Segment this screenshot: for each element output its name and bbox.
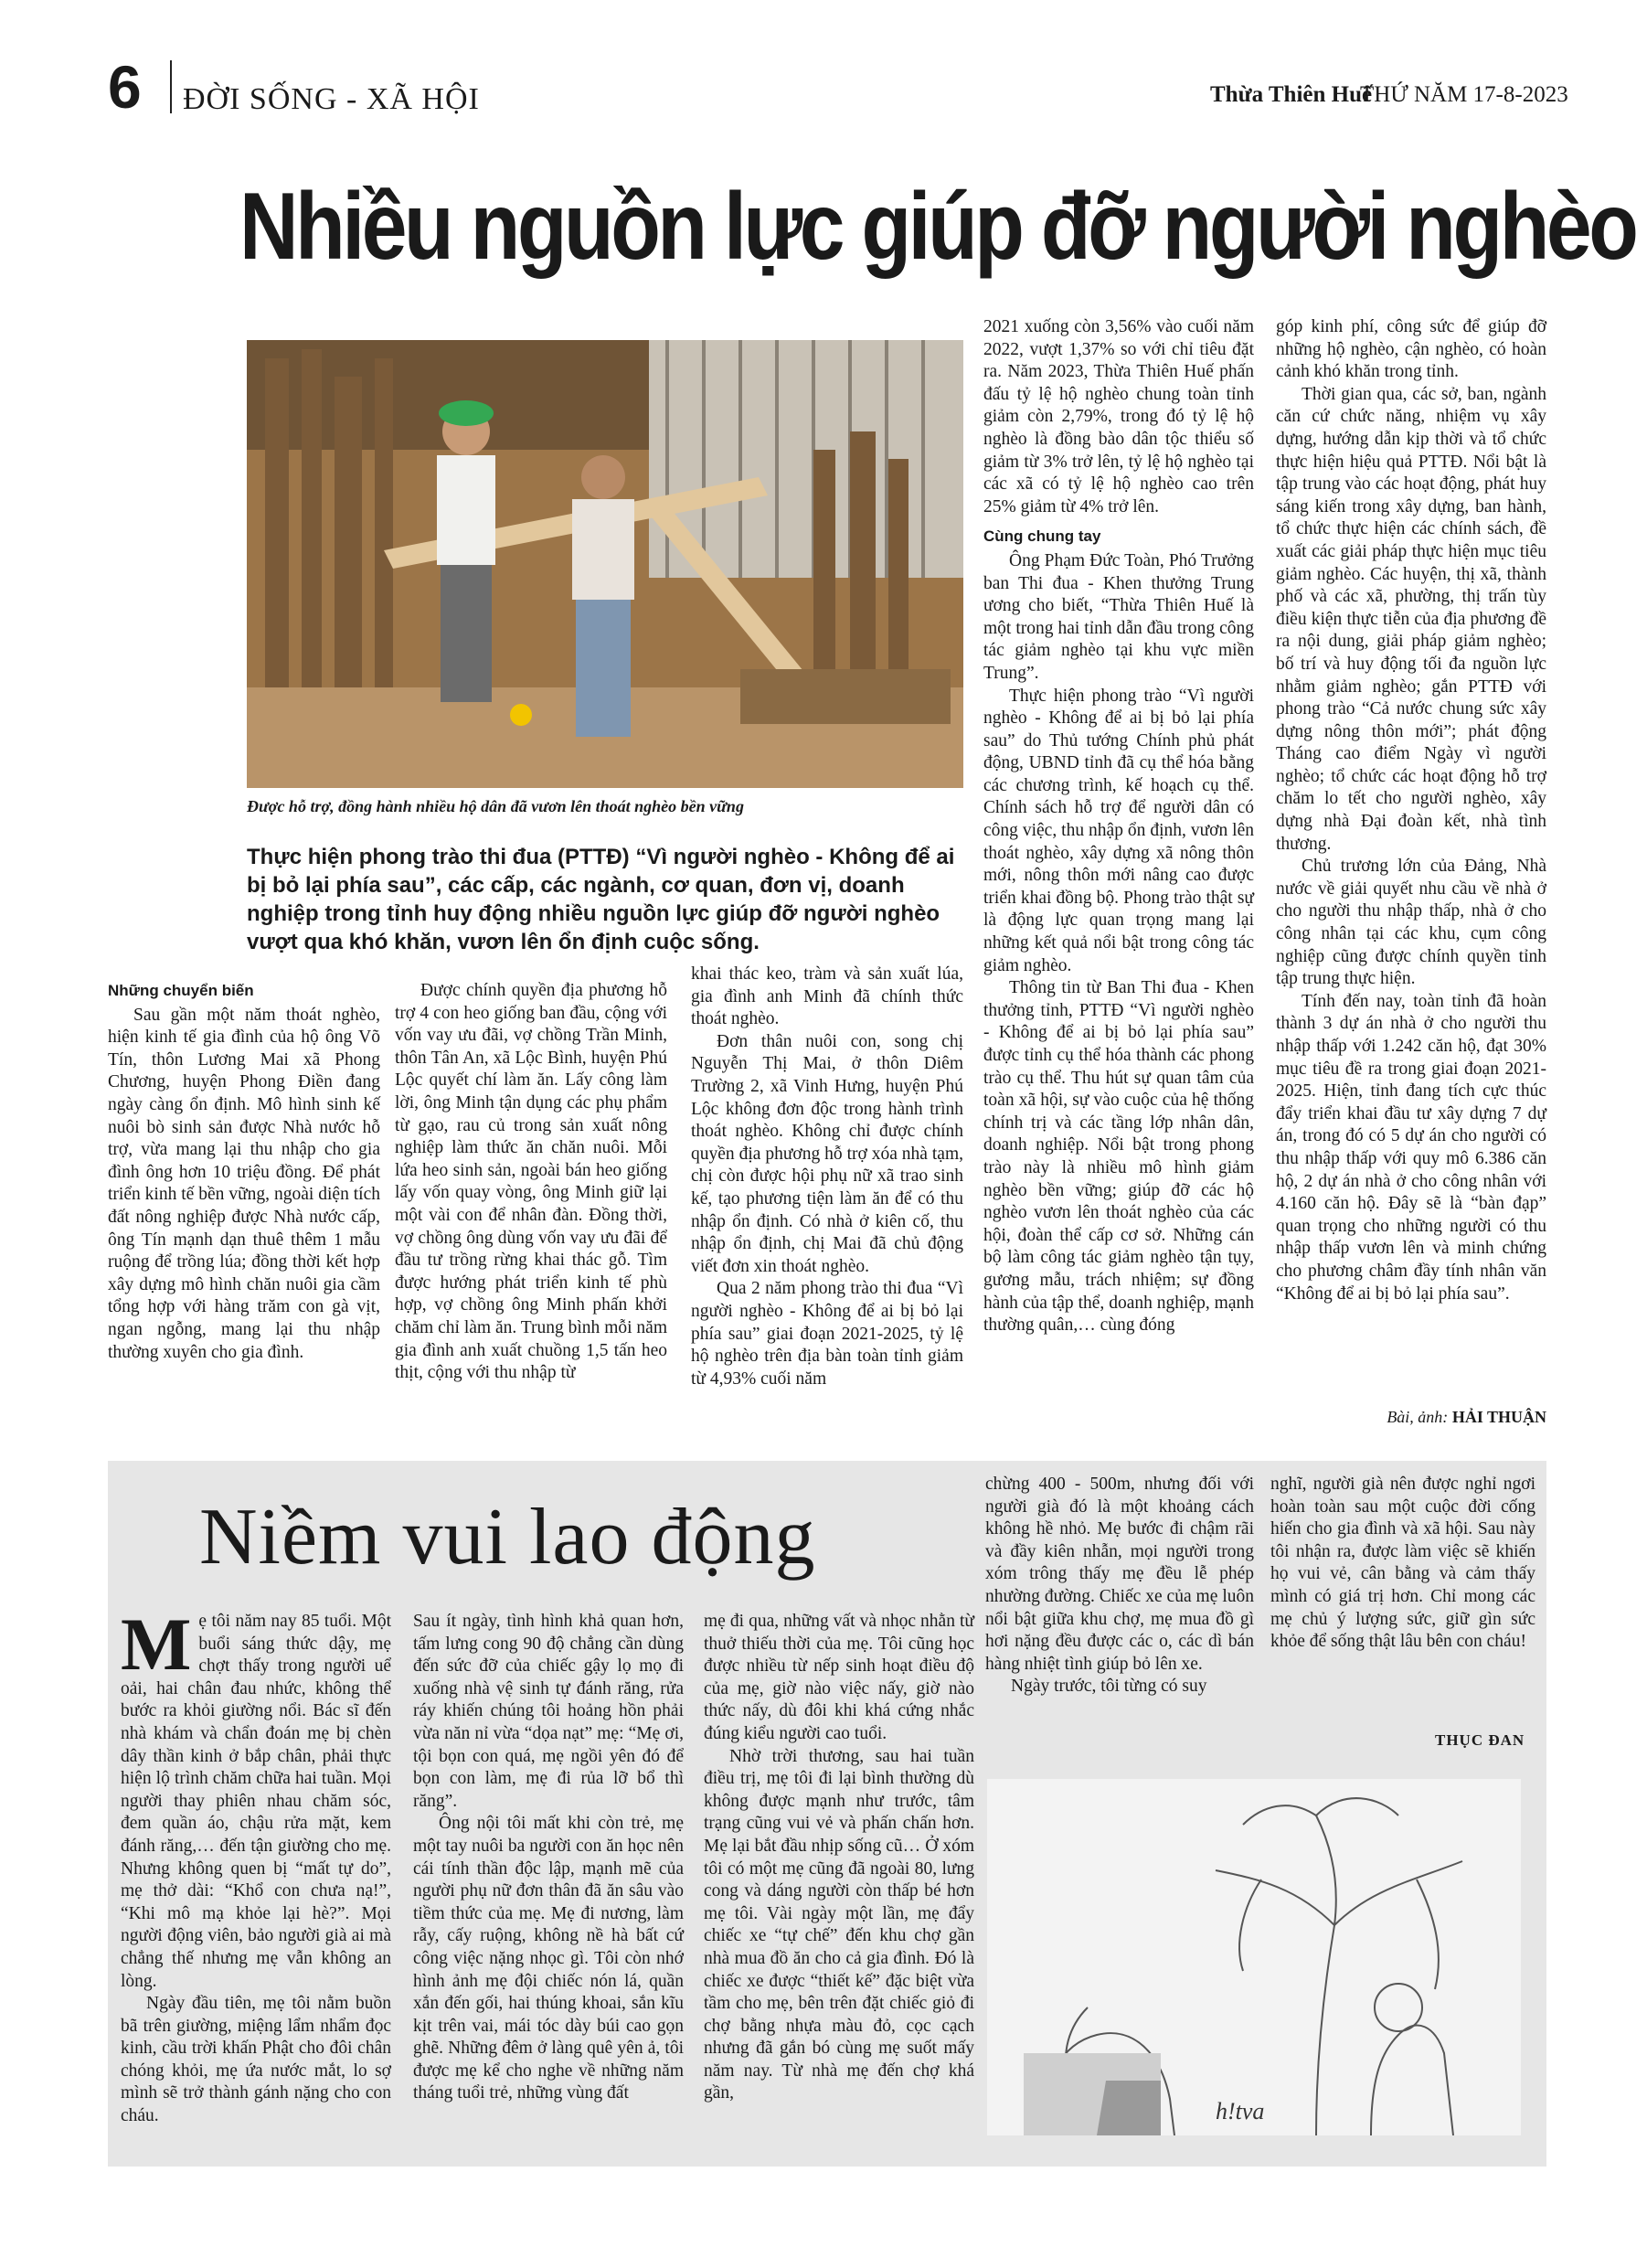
article2-column-3 (704, 1611, 974, 2105)
workshop-photo-illustration (247, 340, 963, 788)
paragraph: khai thác keo, tràm và sản xuất lúa, gia đình anh Minh đã chính thức thoát nghèo. (691, 964, 963, 1029)
article-lead: Thực hiện phong trào thi đua (PTTĐ) “Vì người nghèo - Không để ai bị bỏ lại phía sau”, các cấp, các ngành, cơ quan, đơn vị, doanh nghiệp trong tỉnh huy động nhiều nguồn lực giúp đỡ người nghèo vượt qua khó khăn, vươn lên ổn định cuộc sống. (247, 845, 955, 954)
article1-column-3 (691, 964, 963, 1390)
paragraph: Đơn thân nuôi con, song chị Nguyễn Thị Mai, ở thôn Diêm Trường 2, xã Vinh Hưng, huyện Phú Lộc không đơn độc trong hành trình thoát nghèo. Không chỉ được chính quyền địa phương hỗ trợ xóa nhà tạm, chị còn được hội phụ nữ xã trao sinh kế, tạo phương tiện làm ăn để có thu nhập ổn định. Có nhà ở kiên cố, thu nhập ổn định, chị Mai đã chủ động viết đơn xin thoát nghèo. (691, 1031, 963, 1276)
article-photo (247, 340, 963, 788)
paragraph: Qua 2 năm phong trào thi đua “Vì người nghèo - Không để ai bị bỏ lại phía sau” giai đoạn 2021-2025, tỷ lệ hộ nghèo trên địa bàn toàn tỉnh giảm từ 4,93% cuối năm (691, 1279, 963, 1389)
byline-prefix: Bài, ảnh: (1387, 1408, 1449, 1426)
feature-byline: THỤC ĐAN (1435, 1731, 1525, 1749)
article2-column-4 (985, 1474, 1254, 1698)
paragraph: Tính đến nay, toàn tỉnh đã hoàn thành 3 dự án nhà ở cho người thu nhập thấp với 1.242 căn hộ, đạt 30% mục tiêu đề ra trong giai đoạn 2021-2025. Hiện, tỉnh đang tích cực thúc đẩy triển khai đầu tư xây dựng 7 dự án, trong đó có 5 dự án cho người có thu nhập thấp với quy mô 6.386 căn hộ, 2 dự án nhà ở cho công nhân với 4.160 căn hộ. Đây sẽ là “bàn đạp” quan trọng cho những người có thu nhập thấp vươn lên và minh chứng cho phương châm đầy tính nhân văn “Không để ai bị bỏ lại phía sau”. (1276, 991, 1546, 1304)
paragraph: Được chính quyền địa phương hỗ trợ 4 con heo giống ban đầu, cộng với vốn vay ưu đãi, vợ chồng Trần Minh, thôn Tân An, xã Lộc Bình, huyện Phú Lộc quyết chí làm ăn. Lấy công làm lời, ông Minh tận dụng các phụ phẩm từ gạo, rau củ trong sản xuất nông nghiệp làm thức ăn chăn nuôi. Mỗi lứa heo sinh sản, ngoài bán heo giống lấy vốn quay vòng, ông Minh giữ lại một vài con để nhân đàn. Đồng thời, vợ chồng ông dùng vốn vay ưu đãi để đầu tư trồng rừng khai thác gỗ. Tìm được hướng phát triển kinh tế phù hợp, vợ chồng ông Minh phấn khởi chăm chỉ làm ăn. Trung bình mỗi năm gia đình anh xuất chuồng 1,5 tấn heo thịt, cộng với thu nhập từ (395, 981, 667, 1383)
section-name: ĐỜI SỐNG - XÃ HỘI (183, 82, 480, 116)
paragraph (121, 1603, 391, 1993)
feature-title: Niềm vui lao động (199, 1493, 816, 1581)
paragraph: Ngày trước, tôi từng có suy (1011, 1677, 1207, 1697)
paragraph: Sau ít ngày, tình hình khả quan hơn, tấm lưng cong 90 độ chẳng cần dùng đến sức đỡ của chiếc gậy lọ mọ đi xuống nhà vệ sinh tự đánh răng, rửa ráy khiến chúng tôi hoảng hồn phải vừa năn nỉ vừa “dọa nạt” mẹ: “Mẹ ơi, tội bọn con quá, mẹ ngồi yên đó để bọn con làm, mẹ đi rủa lỡ bổ thì răng”. (413, 1612, 684, 1811)
subheading: Những chuyển biến (108, 982, 254, 999)
article2-column-1 (121, 1603, 391, 2128)
article2-column-2 (413, 1611, 684, 2105)
paragraph: 2021 xuống còn 3,56% vào cuối năm 2022, vượt 1,37% so với chỉ tiêu đặt ra. Năm 2023, Thừa Thiên Huế phấn đấu tỷ lệ hộ nghèo chung toàn tỉnh giảm còn 2,79%, trong đó tỷ lệ hộ nghèo là đồng bào dân tộc thiểu số giảm từ 3% trở lên, tỷ lệ hộ nghèo tại các xã có tỷ lệ hộ nghèo cao trên 25% giảm từ 4% trở lên. (983, 317, 1254, 516)
paragraph: Ông nội tôi mất khi còn trẻ, mẹ một tay nuôi ba người con ăn học nên cái tính thần độc lập, mạnh mẽ của người phụ nữ đơn thân đã ăn sâu vào tiềm thức của mẹ. Mẹ đi nương, làm rẫy, cấy ruộng, không nề hà bất cứ công việc nặng nhọc gì. Tôi còn nhớ hình ảnh mẹ đội chiếc nón lá, quần xắn đến gối, hai thúng khoai, sắn kĩu kịt trên vai, mái tóc dày búi cao gọn ghẽ. Những đêm ở làng quê yên ả, tôi được mẹ kể cho nghe về những năm tháng tuổi trẻ, những vùng đất (413, 1814, 684, 2103)
article1-column-1 (108, 980, 380, 1364)
paragraph: Nhờ trời thương, sau hai tuần điều trị, mẹ tôi đi lại bình thường dù không được mạnh như trước, tâm trạng cũng vui vẻ và phấn chấn hơn. Mẹ lại bắt đầu nhịp sống cũ… Ở xóm tôi có một mẹ cũng đã ngoài 80, lưng cong và dáng người còn thấp bé hơn mẹ tôi. Vài ngày một lần, mẹ đẩy chiếc xe “tự chế” đến khu chợ gần nhà mua đồ ăn cho cả gia đình. Đó là chiếc xe được “thiết kế” đặc biệt vừa tầm cho mẹ, bên trên đặt chiếc giỏ đi chợ bằng nhựa màu đỏ, cọc cạch nhưng đã gắn bó cùng mẹ suốt mấy năm nay. Từ nhà mẹ đến chợ khá gần, (704, 1746, 974, 2103)
page-number: 6 (108, 53, 142, 121)
article2-column-5 (1270, 1474, 1535, 1654)
subheading: Cùng chung tay (983, 527, 1101, 546)
paragraph: Thực hiện phong trào “Vì người nghèo - Không để ai bị bỏ lại phía sau” do Thủ tướng Chính phủ phát động, UBND tỉnh đã cụ thể hóa bằng các chương trình, kế hoạch cụ thể. Chính sách hỗ trợ để người dân có công việc, thu nhập ổn định, vươn lên thoát nghèo, xây dựng xã nông thôn mới, nông thôn mới nâng cao được triển khai đồng bộ. Phong trào thật sự là động lực quan trọng mang lại những kết quả nổi bật trong công tác giảm nghèo. (983, 686, 1254, 975)
article1-column-2 (395, 980, 667, 1385)
sketch-drawing (987, 1779, 1521, 2135)
paragraph: mẹ đi qua, những vất và nhọc nhằn từ thuở thiếu thời của mẹ. Tôi cũng học được nhiều từ nếp sinh hoạt điều độ của mẹ, giờ nào việc nấy, giờ nào thức nấy, dù đôi khi khá cứng nhắc đúng kiểu người cao tuổi. (704, 1612, 974, 1743)
sketch-signature: h!tva (1216, 2098, 1265, 2124)
article1-column-5 (1276, 316, 1546, 1305)
paragraph: Chủ trương lớn của Đảng, Nhà nước về giải quyết nhu cầu về nhà ở cho người thu nhập thấp, nhà ở cho công nhân tại các khu, cụm công nghiệp cũng được chính quyền tỉnh tập trung thực hiện. (1276, 857, 1546, 989)
paragraph: góp kinh phí, công sức để giúp đỡ những hộ nghèo, cận nghèo, có hoàn cảnh khó khăn trong tỉnh. (1276, 317, 1546, 382)
issue-date: THỨ NĂM 17-8-2023 (1360, 82, 1568, 107)
paragraph: nghĩ, người già nên được nghỉ ngơi hoàn toàn sau một cuộc đời cống hiến cho gia đình và xã hội. Sau này tôi nhận ra, được làm việc sẽ khiến họ vui vẻ, cân bằng và cảm thấy mình có giá trị hơn. Chỉ mong các mẹ chủ ý lượng sức, giữ gìn sức khỏe để sống thật lâu bên con cháu! (1270, 1475, 1535, 1652)
header-divider (170, 60, 172, 113)
article-byline (1280, 1408, 1546, 1427)
newspaper-name: Thừa Thiên Huế (1210, 82, 1373, 107)
paragraph: chừng 400 - 500m, nhưng đối với người già đó là một khoảng cách không hề nhỏ. Mẹ bước đi chậm rãi và đầy kiên nhẫn, mọi người trong xóm trông thấy mẹ đều lễ phép nhường đường. Chiếc xe của mẹ luôn nổi bật giữa khu chợ, mẹ mua đồ gì hơi nặng đều được các o, các dì bán hàng nhiệt tình giúp bỏ lên xe. (985, 1475, 1254, 1674)
paragraph-text: ẹ tôi năm nay 85 tuổi. Một buổi sáng thức dậy, mẹ chợt thấy trong người uể oải, hai chân đau nhức, không thể bước ra khỏi giường nổi. Bác sĩ đến nhà khám và chẩn đoán mẹ bị chèn dây thần kinh ở bắp chân, phải thực hiện lộ trình chăm chữa hai tuần. Mọi người thay phiên nhau chăm sóc, đem quần áo, chậu rửa mặt, kem đánh răng,… đến tận giường cho mẹ. Nhưng không quen bị “mất tự do”, mẹ thở dài: “Khổ con chưa nạ!”, “Khi mô mạ khỏe lại hè?”. Mọi người động viên, bảo người già ai mà chẳng thế nhưng mẹ vẫn không an lòng. (121, 1612, 391, 1991)
feature-illustration (987, 1779, 1521, 2135)
article1-column-4 (983, 316, 1254, 1337)
photo-caption: Được hỗ trợ, đồng hành nhiều hộ dân đã vươn lên thoát nghèo bền vững (247, 797, 744, 815)
paragraph: Sau gần một năm thoát nghèo, hiện kinh tế gia đình của hộ ông Võ Tín, thôn Lương Mai xã Phong Chương, huyện Phong Điền đang ngày càng ổn định. Mô hình sinh kế nuôi bò sinh sản được Nhà nước hỗ trợ, vừa mang lại thu nhập cho gia đình ông hơn 10 triệu đồng. Để phát triển kinh tế bền vững, ngoài diện tích đất nông nghiệp được Nhà nước cấp, ông Tín mạnh dạn thuê thêm 1 mẫu ruộng để trồng lúa; đồng thời kết hợp xây dựng mô hình chăn nuôi gia cầm tổng hợp với hàng trăm con gà vịt, ngan ngỗng, mang lại thu nhập thường xuyên cho gia đình. (108, 1005, 380, 1362)
byline-author: HẢI THUẬN (1451, 1408, 1546, 1426)
paragraph: Ngày đầu tiên, mẹ tôi nằm buồn bã trên giường, miệng lẩm nhẩm đọc kinh, cầu trời khấn Phật cho đôi chân chóng khỏi, mẹ ứa nước mắt, lo sợ mình sẽ trở thành gánh nặng cho con cháu. (121, 1994, 391, 2126)
paragraph: Ông Phạm Đức Toàn, Phó Trưởng ban Thi đua - Khen thưởng Trung ương cho biết, “Thừa Thiên Huế là một trong hai tỉnh dẫn đầu trong công tác giảm nghèo tại khu vực miền Trung”. (983, 550, 1254, 683)
article-headline: Nhiều nguồn lực giúp đỡ người nghèo (239, 174, 1636, 280)
paragraph: Thời gian qua, các sở, ban, ngành căn cứ chức năng, nhiệm vụ xây dựng, hướng dẫn kịp thời và tổ chức thực hiện hiệu quả PTTĐ. Nổi bật là tập trung vào các hoạt động, phát huy sáng kiến trong xây dựng, ban hành, tổ chức thực hiện các chính sách, đề xuất các giải pháp thực hiện mục tiêu giảm nghèo. Các huyện, thị xã, thành phố và các xã, phường, thị trấn tùy điều kiện thực tiễn của địa phương đề ra nội dung, giải pháp giảm nghèo; bố trí và huy động tối đa nguồn lực nhằm giảm nghèo; gắn PTTĐ với phong trào “Cả nước chung sức xây dựng nông thôn mới”; phát động Tháng cao điểm Ngày vì người nghèo; tổ chức các hoạt động hỗ trợ chăm lo tết cho người nghèo, xây dựng nhà Đại đoàn kết, nhà tình thương. (1276, 384, 1546, 854)
drop-cap: M (121, 1603, 192, 1686)
paragraph: Thông tin từ Ban Thi đua - Khen thưởng tỉnh, PTTĐ “Vì người nghèo - Không để ai bị bỏ lại phía sau” được tỉnh cụ thể hóa thành các phong trào cụ thể. Thu hút sự quan tâm của toàn xã hội, sự vào cuộc của hệ thống chính trị và các tầng lớp nhân dân, doanh nghiệp. Nổi bật trong phong trào này là nhiều mô hình giảm nghèo bền vững; giúp đỡ các hộ nghèo vươn lên thoát nghèo của các hội, đoàn thể cấp cơ sở. Những cán bộ làm công tác giảm nghèo tận tụy, gương mẫu, trách nhiệm; sự đồng hành của tập thể, doanh nghiệp, mạnh thường quân,… cùng đóng (983, 978, 1254, 1336)
